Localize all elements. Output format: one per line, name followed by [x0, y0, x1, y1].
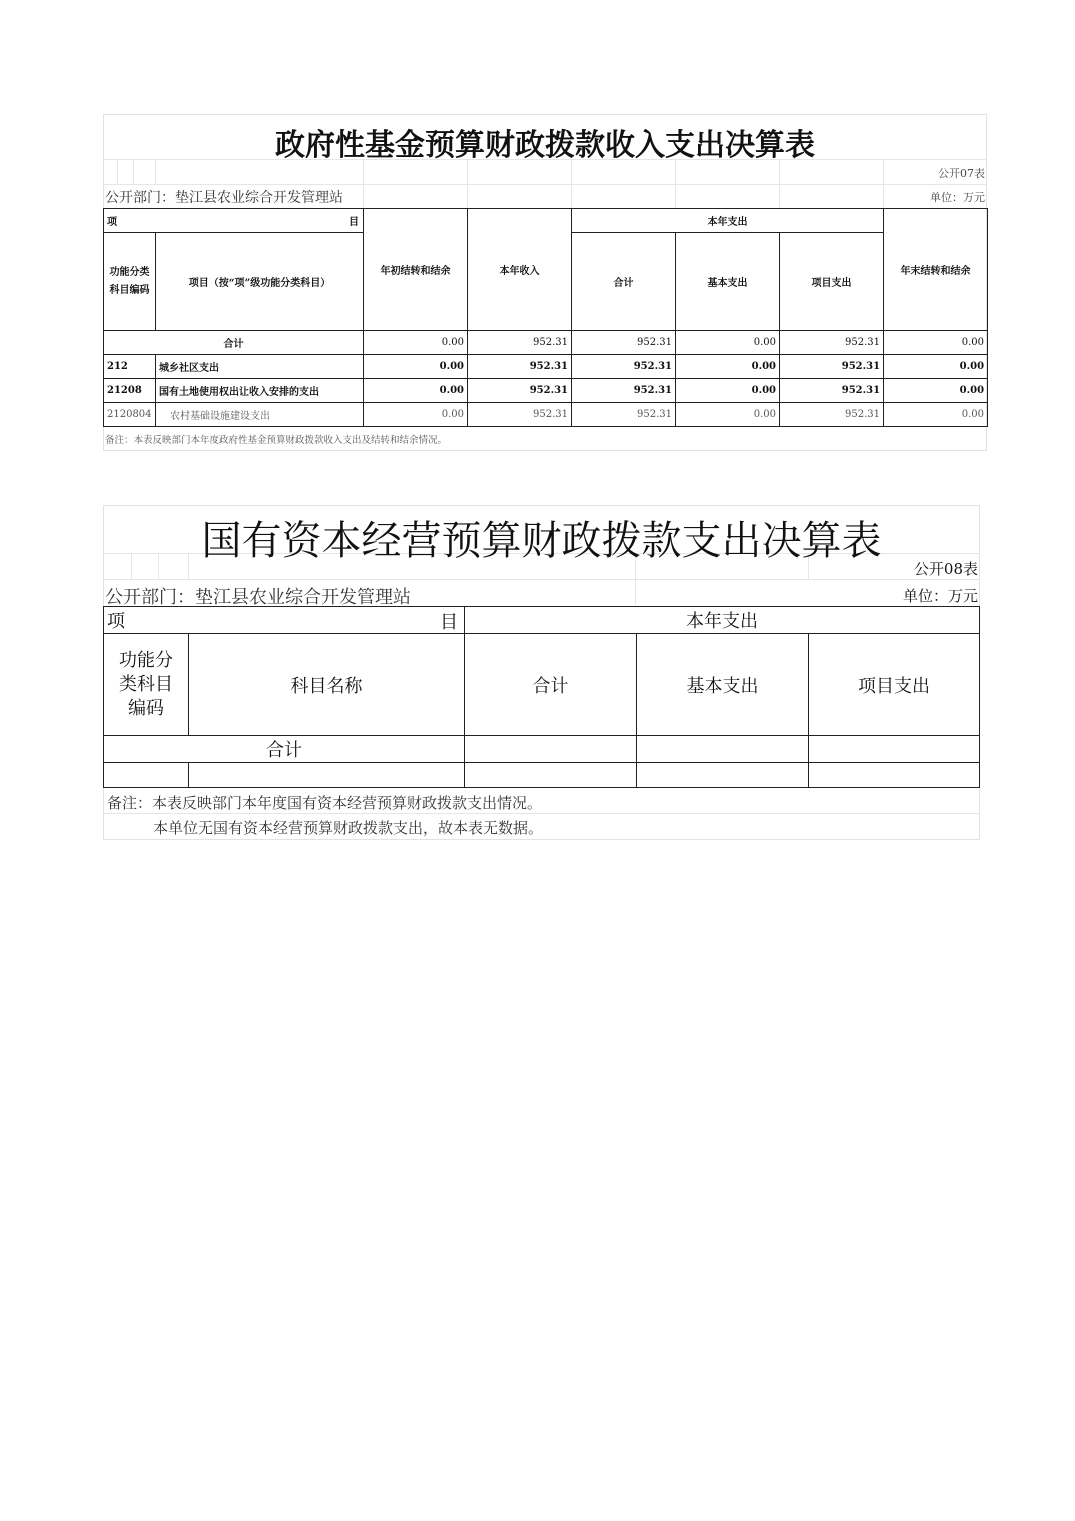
table-08-note: 本单位无国有资本经营预算财政拨款支出，故本表无数据。	[153, 819, 544, 837]
total-income: 952.31	[468, 331, 572, 355]
header-item	[104, 607, 465, 634]
row-value: 0.00	[884, 379, 988, 403]
total-basic: 0.00	[676, 331, 780, 355]
department-label: 公开部门：垫江县农业综合开发管理站	[105, 190, 343, 206]
row-value: 952.31	[780, 379, 884, 403]
table-07	[103, 208, 988, 427]
header-begin-balance: 年初结转和结余	[364, 209, 468, 331]
grid-line	[363, 159, 364, 209]
header-total: 合计	[572, 233, 676, 331]
grid-line	[571, 159, 572, 209]
row-value: 952.31	[468, 355, 572, 379]
table-08-sheet	[103, 505, 980, 840]
row-value: 952.31	[468, 379, 572, 403]
table-row	[104, 379, 988, 403]
header-code-line: 功能分	[119, 649, 173, 671]
header-name: 科目名称	[189, 634, 465, 736]
header-basic: 基本支出	[637, 634, 809, 736]
total-end: 0.00	[884, 331, 988, 355]
table-row	[104, 763, 980, 788]
total-label: 合计	[104, 331, 364, 355]
row-value: 952.31	[572, 379, 676, 403]
header-expense: 本年支出	[465, 607, 980, 634]
row-value: 0.00	[364, 379, 468, 403]
header-code-line: 编码	[128, 697, 164, 719]
total-row	[104, 331, 988, 355]
department-label: 公开部门：垫江县农业综合开发管理站	[105, 587, 411, 608]
row-value: 952.31	[780, 355, 884, 379]
row-value: 0.00	[676, 403, 780, 427]
total-expense	[465, 736, 637, 763]
row-value: 952.31	[572, 403, 676, 427]
total-row	[104, 736, 980, 763]
row-code	[104, 763, 189, 788]
table-08	[103, 606, 980, 788]
row-value: 0.00	[676, 355, 780, 379]
row-name: 城乡社区支出	[156, 355, 364, 379]
row-value: 0.00	[884, 403, 988, 427]
header-item-left: 项	[107, 611, 125, 632]
grid-line	[103, 184, 987, 185]
unit-label: 单位：万元	[930, 191, 985, 204]
grid-line	[883, 159, 884, 209]
header-basic: 基本支出	[676, 233, 780, 331]
header-name: 项目（按“项”级功能分类科目）	[156, 233, 364, 331]
row-value: 0.00	[364, 355, 468, 379]
row-value	[809, 763, 980, 788]
table-row	[104, 355, 988, 379]
total-project: 952.31	[780, 331, 884, 355]
header-item-right: 目	[440, 612, 458, 633]
table-number: 公开08表	[913, 560, 978, 578]
header-code-line: 类科目	[119, 673, 173, 695]
total-expense: 952.31	[572, 331, 676, 355]
total-project	[809, 736, 980, 763]
grid-line	[467, 159, 468, 209]
row-value: 0.00	[364, 403, 468, 427]
table-07-note: 备注：本表反映部门本年度政府性基金预算财政拨款收入支出及结转和结余情况。	[105, 435, 448, 446]
table-08-title: 国有资本经营预算财政拨款支出决算表	[201, 518, 882, 564]
row-value: 0.00	[676, 379, 780, 403]
row-name: 国有土地使用权出让收入安排的支出	[156, 379, 364, 403]
header-item-right: 目	[349, 217, 359, 228]
row-value	[637, 763, 809, 788]
total-label: 合计	[104, 736, 465, 763]
header-income: 本年收入	[468, 209, 572, 331]
row-code: 2120804	[104, 403, 156, 427]
header-item-left: 项	[107, 217, 117, 228]
grid-line	[779, 159, 780, 209]
grid-line	[103, 579, 980, 580]
row-code: 21208	[104, 379, 156, 403]
grid-line	[103, 813, 980, 814]
header-project: 项目支出	[809, 634, 980, 736]
row-value: 0.00	[884, 355, 988, 379]
header-expense: 本年支出	[572, 209, 884, 233]
table-number: 公开07表	[938, 167, 985, 180]
table-07-title: 政府性基金预算财政拨款收入支出决算表	[275, 128, 815, 163]
row-code: 212	[104, 355, 156, 379]
row-name: 农村基础设施建设支出	[156, 403, 364, 427]
unit-label: 单位：万元	[902, 587, 978, 605]
header-item	[104, 209, 364, 233]
header-end-balance: 年末结转和结余	[884, 209, 988, 331]
table-row	[104, 403, 988, 427]
table-08-note: 备注：本表反映部门本年度国有资本经营预算财政拨款支出情况。	[107, 794, 543, 812]
grid-line	[675, 159, 676, 209]
header-code	[104, 634, 189, 736]
total-basic	[637, 736, 809, 763]
row-value	[465, 763, 637, 788]
table-07-sheet	[103, 114, 987, 451]
row-value: 952.31	[572, 355, 676, 379]
row-value: 952.31	[780, 403, 884, 427]
total-begin: 0.00	[364, 331, 468, 355]
header-total: 合计	[465, 634, 637, 736]
header-code: 功能分类科目编码	[104, 233, 156, 331]
header-project: 项目支出	[780, 233, 884, 331]
row-name	[189, 763, 465, 788]
row-value: 952.31	[468, 403, 572, 427]
